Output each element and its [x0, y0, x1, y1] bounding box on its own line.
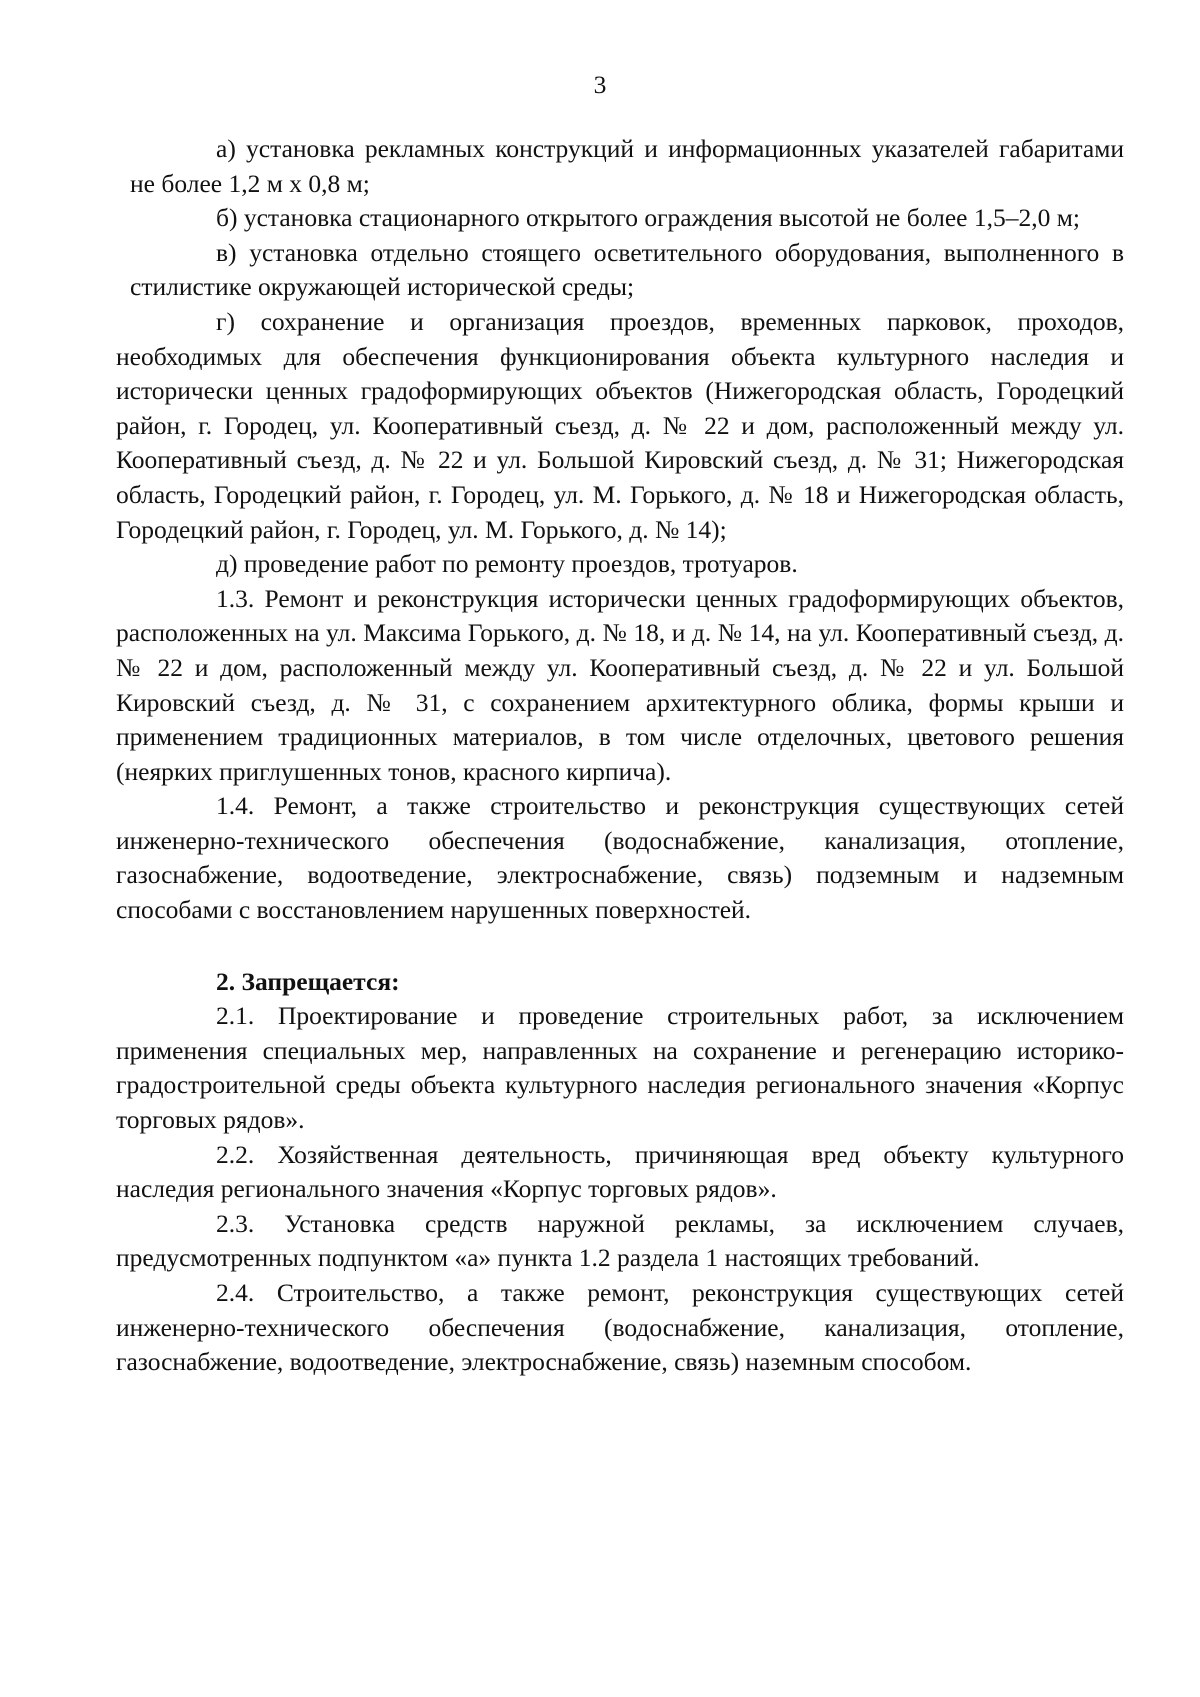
paragraph: 1.4. Ремонт, а также строительство и реконструкция существующих сетей инженерно-технического обеспечения (водоснабжение, канализация, отопление, газоснабжение, водоотведение, электроснабжение, связь) подземным и надземным способами с восстановлением нарушенных поверхностей.	[116, 791, 1124, 925]
paragraph: б) установка стационарного открытого ограждения высотой не более 1,5–2,0 м;	[216, 203, 1080, 233]
paragraph: г) сохранение и организация проездов, временных парковок, проходов, необходимых для обеспечения функционирования объекта культурного наследия и исторически ценных градоформирующих объектов (Нижегородская область, Городецкий район, г. Городец, ул. Кооперативный съезд, д. № 22 и дом, расположенный между ул. Кооперативный съезд, д. № 22 и ул. Большой Кировский съезд, д. № 31; Нижегородская область, Городецкий район, г. Городец, ул. М. Горького, д. № 18 и Нижегородская область, Городецкий район, г. Городец, ул. М. Горького, д. № 14);	[116, 306, 1124, 544]
section-2-heading: 2. Запрещается:	[216, 966, 400, 996]
paragraph: 2.2. Хозяйственная деятельность, причиняющая вред объекту культурного наследия регионального значения «Корпус торговых рядов».	[116, 1139, 1124, 1204]
section-2-list	[116, 999, 1124, 1380]
paragraph: 2.3. Установка средств наружной рекламы, за исключением случаев, предусмотренных подпунктом «а» пункта 1.2 раздела 1 настоящих требований.	[116, 1208, 1124, 1273]
document-body	[116, 132, 1124, 1380]
paragraph: в) установка отдельно стоящего осветительного оборудования, выполненного в стилистике окружающей исторической среды;	[130, 237, 1124, 302]
paragraph: 2.1. Проектирование и проведение строительных работ, за исключением применения специальных мер, направленных на сохранение и регенерацию историко-градостроительной среды объекта культурного наследия регионального значения «Корпус торговых рядов».	[116, 1001, 1124, 1135]
page-number: 3	[593, 70, 607, 99]
section-1-list	[116, 132, 1124, 928]
paragraph: а) установка рекламных конструкций и информационных указателей габаритами не более 1,2 м х 0,8 м;	[130, 134, 1124, 198]
paragraph: 2.4. Строительство, а также ремонт, реконструкция существующих сетей инженерно-технического обеспечения (водоснабжение, канализация, отопление, газоснабжение, водоотведение, электроснабжение, связь) наземным способом.	[116, 1278, 1124, 1377]
paragraph: д) проведение работ по ремонту проездов, тротуаров.	[216, 549, 798, 579]
paragraph: 1.3. Ремонт и реконструкция исторически ценных градоформирующих объектов, расположенных на ул. Максима Горького, д. № 18, и д. № 14, на ул. Кооперативный съезд, д. № 22 и дом, расположенный между ул. Кооперативный съезд, д. № 22 и ул. Большой Кировский съезд, д. № 31, с сохранением архитектурного облика, формы крыши и применением традиционных материалов, в том числе отделочных, цветового решения (неярких приглушенных тонов, красного кирпича).	[116, 583, 1124, 786]
